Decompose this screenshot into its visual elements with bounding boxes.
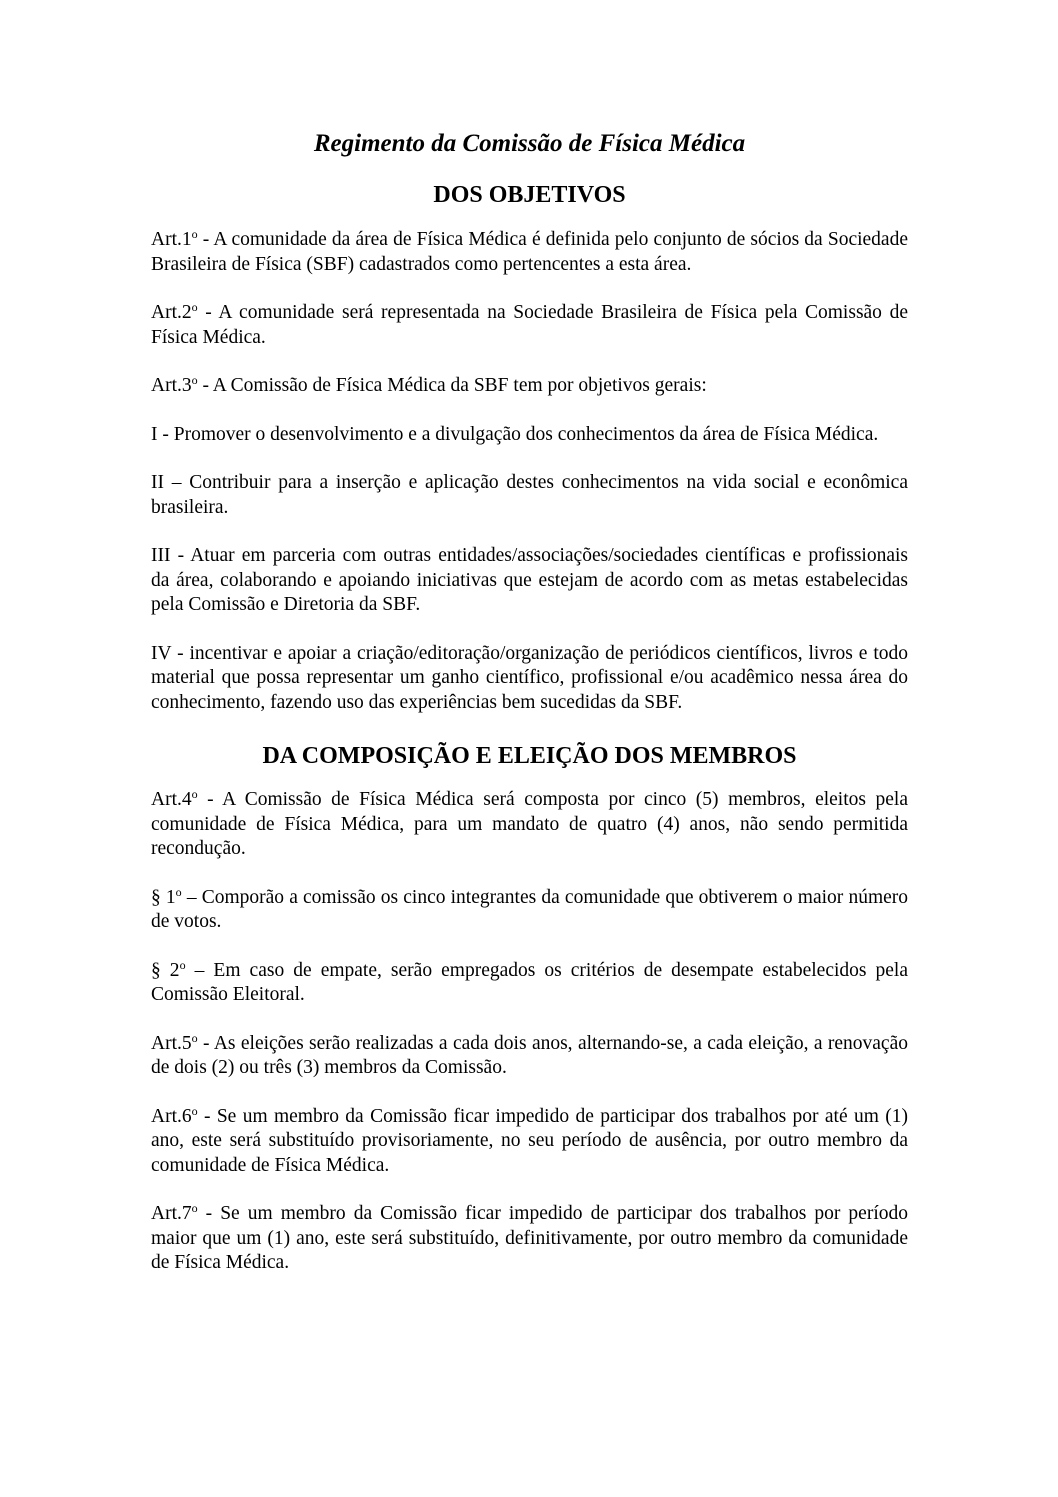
item-iv: IV - incentivar e apoiar a criação/editoração/organização de periódicos científicos, livros e todo material que possa representar um ganho científico, profissional e/ou acadêmico nessa área do conhecimento, fazendo uso das experiências bem sucedidas da SBF.	[151, 642, 908, 713]
article-2: Art.2$^o$ - A comunidade será representada na Sociedade Brasileira de Física pela Comissão de Física Médica.	[151, 300, 908, 348]
section-heading: DOS OBJETIVOS	[433, 182, 626, 208]
item-iii: III - Atuar em parceria com outras entidades/associações/sociedades científicas e profissionais da área, colaborando e apoiando iniciativas que estejam de acordo com as metas estabelecidas pela Comissão e Diretoria da SBF.	[151, 545, 908, 615]
article-6: Art.6$^o$ - Se um membro da Comissão ficar impedido de participar dos trabalhos por até um (1) ano, este será substituído provisoriamente, no seu período de ausência, por outro membro da comunidade de Física Médica.	[151, 1103, 908, 1176]
article-4: Art.4$^o$ - A Comissão de Física Médica será composta por cinco (5) membros, eleitos pela comunidade de Física Médica, para um mandato de quatro (4) anos, não sendo permitida recondução.	[151, 787, 908, 859]
document-title: Regimento da Comissão de Física Médica	[313, 130, 746, 157]
article-1: Art.1$^o$ - A comunidade da área de Física Médica é definida pelo conjunto de sócios da Sociedade Brasileira de Física (SBF) cadastrados como pertencentes a esta área.	[151, 227, 908, 275]
paragraph-1: § 1$^o$ – Comporão a comissão os cinco integrantes da comunidade que obtiverem o maior número de votos.	[151, 884, 909, 932]
article-3: Art.3$^o$ - A Comissão de Física Médica da SBF tem por objetivos gerais:	[151, 373, 707, 396]
article-5: Art.5$^o$ - As eleições serão realizadas a cada dois anos, alternando-se, a cada eleição, a renovação de dois (2) ou três (3) membros da Comissão.	[151, 1030, 908, 1078]
paragraph-2: § 2$^o$ – Em caso de empate, serão empregados os critérios de desempate estabelecidos pela Comissão Eleitoral.	[151, 957, 909, 1005]
section-composicao	[151, 739, 908, 1276]
article-7: Art.7$^o$ - Se um membro da Comissão ficar impedido de participar dos trabalhos por período maior que um (1) ano, este será substituído, definitivamente, por outro membro da comunidade de Física Médica.	[151, 1201, 908, 1273]
document-page	[151, 126, 908, 1300]
item-ii: II – Contribuir para a inserção e aplicação destes conhecimentos na vida social e econômica brasileira.	[151, 472, 908, 518]
item-i: I - Promover o desenvolvimento e a divulgação dos conhecimentos da área de Física Médica.	[151, 423, 879, 445]
section-heading: DA COMPOSIÇÃO E ELEIÇÃO DOS MEMBROS	[262, 743, 797, 769]
section-objetivos	[151, 178, 908, 715]
